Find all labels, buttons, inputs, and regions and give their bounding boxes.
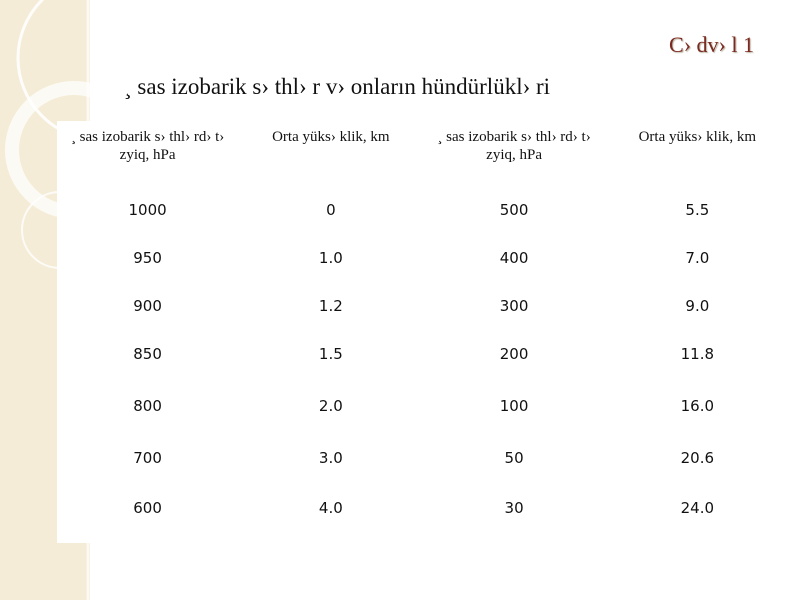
- header-pressure-2: ¸ sas izobarik s› thl› rd› t› zyiq, hPa: [437, 129, 591, 163]
- cell-height-2: 20.6: [680, 449, 715, 467]
- table-row: [57, 186, 790, 234]
- cell-pressure-1: 950: [133, 249, 162, 267]
- table-row: [57, 482, 790, 534]
- header-pressure-1: ¸ sas izobarik s› thl› rd› t› zyiq, hPa: [70, 129, 225, 163]
- cell-pressure-2: 500: [499, 201, 529, 219]
- table-panel: [57, 121, 790, 543]
- table-row: [57, 282, 790, 330]
- cell-pressure-2: 30: [504, 499, 524, 517]
- cell-pressure-1: 800: [133, 397, 162, 415]
- cell-pressure-1: 700: [133, 449, 162, 467]
- cell-height-2: 9.0: [685, 297, 710, 315]
- cell-height-2: 24.0: [680, 499, 715, 517]
- cell-height-2: 7.0: [685, 249, 710, 267]
- cell-pressure-2: 50: [504, 449, 524, 467]
- cell-pressure-1: 850: [133, 345, 162, 363]
- cell-pressure-2: 400: [499, 249, 529, 267]
- cell-pressure-2: 100: [499, 397, 529, 415]
- cell-height-2: 16.0: [680, 397, 715, 415]
- cell-pressure-1: 1000: [128, 201, 167, 219]
- cell-pressure-1: 600: [133, 499, 162, 517]
- cell-height-2: 5.5: [685, 201, 710, 219]
- slide-heading: ¸ sas izobarik s› thl› r v› onların hündürlükl› ri: [124, 74, 551, 99]
- table-row: [57, 434, 790, 482]
- table-caption: C› dv› l 1: [669, 32, 754, 57]
- header-height-2: Orta yüks› klik, km: [638, 129, 757, 145]
- isobaric-levels-table: [57, 121, 790, 534]
- cell-height-2: 11.8: [680, 345, 715, 363]
- cell-height-1: 1.5: [318, 345, 343, 363]
- cell-height-1: 1.0: [318, 249, 343, 267]
- cell-pressure-1: 900: [133, 297, 162, 315]
- table-row: [57, 234, 790, 282]
- cell-pressure-2: 300: [499, 297, 529, 315]
- table-header-row: [57, 121, 790, 186]
- cell-height-1: 2.0: [318, 397, 343, 415]
- cell-pressure-2: 200: [499, 345, 529, 363]
- cell-height-1: 0: [326, 201, 336, 219]
- cell-height-1: 1.2: [318, 297, 343, 315]
- cell-height-1: 4.0: [318, 499, 343, 517]
- table-row: [57, 330, 790, 378]
- header-height-1: Orta yüks› klik, km: [272, 129, 390, 145]
- cell-height-1: 3.0: [318, 449, 343, 467]
- table-row: [57, 378, 790, 434]
